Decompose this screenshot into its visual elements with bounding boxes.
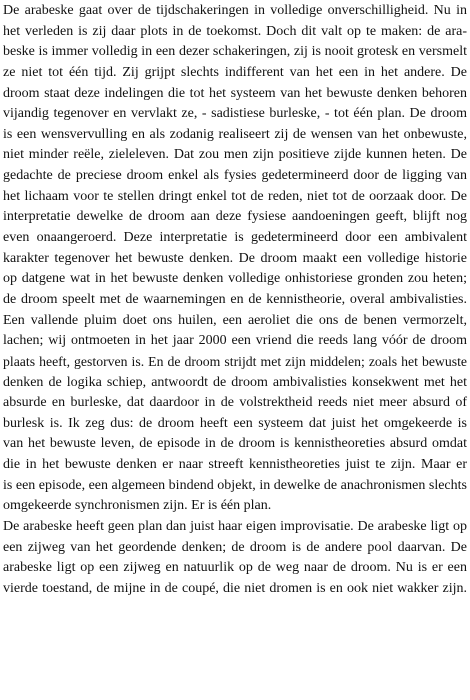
paragraph-2 xyxy=(3,517,467,600)
text-line: van het bewuste leven, de episode in de droom is kennistheoreties absurd omdat xyxy=(3,436,467,452)
text-line: beske is immer volledig in een dezer schakeringen, zij is nooit grotesk en versmelt xyxy=(3,44,467,60)
text-line: lachen; wij ontmoeten in het jaar 2000 een vriend die reeds lang vóór de droom xyxy=(3,333,467,349)
text-line: is een episode, een algemeen bindend objekt, in dewelke de anachronismen slechts xyxy=(3,477,467,493)
paragraph-1 xyxy=(3,1,467,517)
text-line: denken de logika schiep, antwoordt de droom ambivalisties konsekwent met het xyxy=(3,374,467,390)
text-line: gedachte de preciese droom enkel als fysies gedetermineerd door de ligging van xyxy=(3,168,467,184)
text-line: De arabeske gaat over de tijdschakeringen in volledige onverschilligheid. Nu in xyxy=(3,3,467,18)
text-line: is een wensvervulling en als zodanig realiseert zij de wensen van het onbewuste, xyxy=(3,126,467,142)
text-line: niet minder reële, zieleleven. Dat zou men zijn positieve zijde kunnen heten. De xyxy=(3,147,467,163)
text-line: interpretatie dewelke de droom aan deze fysiese aandoeningen geeft, blijft nog xyxy=(3,209,467,225)
text-line: het verleden is zij daar plots in de toekomst. Doch dit valt op te maken: de ara- xyxy=(3,23,467,39)
text-line: vijandig tegenover en vervlakt ze, - sadistiese burleske, - tot één plan. De droom xyxy=(3,106,467,122)
text-line: een zijweg van het geordende denken; de droom is de andere pool daarvan. De xyxy=(3,539,467,555)
text-line: vierde toestand, de mijne in de coupé, die niet dromen is en ook niet wakker zijn. xyxy=(3,580,467,596)
text-line: de droom speelt met de waarnemingen en de kennistheorie, overal ambivalisties. xyxy=(3,291,467,307)
text-line: omgekeerde synchronismen zijn. Er is één plan. xyxy=(3,498,272,514)
text-line: op datgene wat in het bewuste denken volledige onhistoriese gronden zou heten; xyxy=(3,271,467,287)
text-line: droom staat deze indelingen die tot het systeem van het bewuste denken behoren xyxy=(3,85,467,101)
text-line: karakter tegenover het bewuste denken. De droom maakt een volledige historie xyxy=(3,250,467,266)
text-line: die in het bewuste denken er naar streeft kennistheoreties juist te zijn. Maar er xyxy=(3,457,467,473)
text-line: absurde en burleske, dat daardoor in de volstrektheid reeds niet meer absurd of xyxy=(3,395,467,411)
text-line: burlesk is. Ik zeg dus: de droom heeft een systeem dat juist het omgekeerde is xyxy=(3,415,467,431)
text-line: plaats heeft, gestorven is. En de droom strijdt met zijn middelen; zoals het bewuste xyxy=(3,353,467,369)
text-line: even onaangeroerd. Deze interpretatie is gedetermineerd door een ambivalent xyxy=(3,230,467,246)
text-line: ze niet tot één tijd. Zij grijpt slechts indifferent van het een in het andere. De xyxy=(3,64,467,80)
document-page xyxy=(3,1,467,600)
text-line: het lichaam voor te stellen dringt enkel tot de reden, niet tot de oorzaak door. De xyxy=(3,188,467,204)
text-line: De arabeske heeft geen plan dan juist haar eigen improvisatie. De arabeske ligt op xyxy=(3,519,467,535)
text-line: Een vallende pluim doet ons huilen, een aeroliet die ons de benen vermorzelt, xyxy=(3,312,467,328)
text-line: arabeske ligt op een zijweg en natuurlik op de weg naar de droom. Nu is er een xyxy=(3,560,467,576)
